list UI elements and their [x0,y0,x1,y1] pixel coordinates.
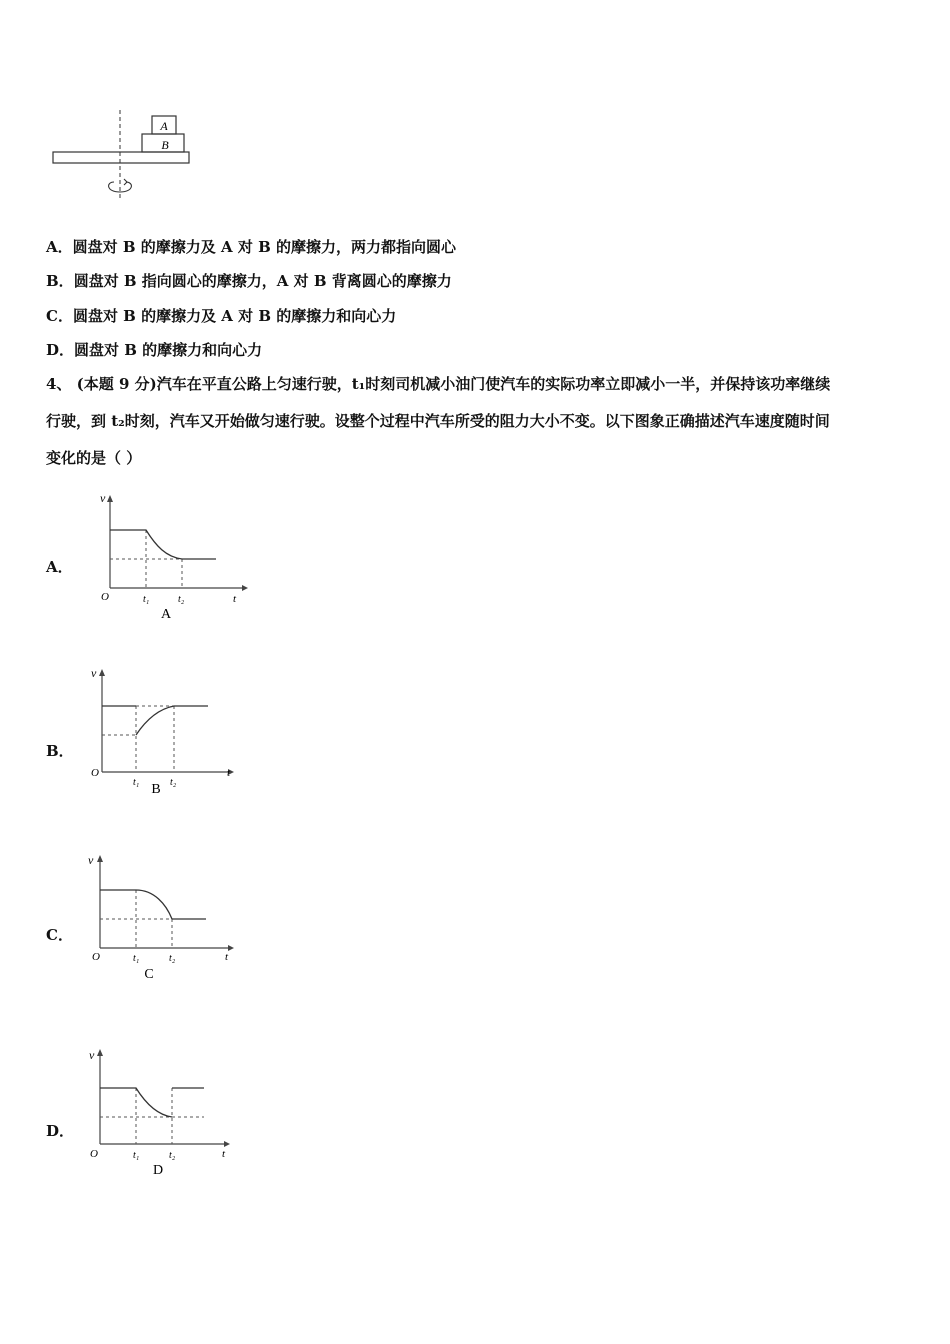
question-number: 4、 [46,375,72,393]
graph-caption: C [144,967,154,982]
y-axis-label: v [88,853,94,867]
y-arrow-icon [97,1049,103,1056]
velocity-curve [110,530,216,559]
question-line-1: 4、 (本题 9 分)汽车在平直公路上匀速行驶，t₁时刻司机减小油门使汽车的实际功率立即减小一半，并保持该功率继续 [46,375,831,393]
graph-c-label: C． [46,926,73,944]
graph-b [86,662,246,800]
t1-label: t₁ [133,777,140,788]
t2-label: t₂ [169,953,176,964]
graph-a-label: A． [46,558,73,576]
question-score: (本题 9 分) [76,375,157,393]
t2-label: t₂ [178,594,185,605]
y-axis-label: v [91,666,97,680]
t2-label: t₂ [170,777,177,788]
prev-option-c: C．圆盘对 B 的摩擦力及 A 对 B 的摩擦力和向心力 [46,307,397,325]
t1-label: t₁ [133,1150,140,1161]
x-axis-label: t [233,593,237,605]
question-line-3: 变化的是（ ） [46,449,142,467]
y-axis-label: v [100,491,106,505]
graph-caption: B [151,782,161,797]
velocity-curve [100,890,206,919]
velocity-curve [100,1088,204,1117]
graph-b-label: B． [46,742,74,760]
y-arrow-icon [97,855,103,862]
graph-d [86,1044,246,1178]
disk-figure [48,108,198,203]
x-arrow-icon [224,1141,230,1147]
block-a-label: A [160,119,168,133]
x-axis-label: t [222,1148,226,1160]
t1-label: t₁ [133,953,140,964]
t2-label: t₂ [169,1150,176,1161]
graph-c [86,850,246,984]
graph-caption: D [152,1163,164,1178]
x-arrow-icon [228,945,234,951]
disk-plate [53,152,189,163]
y-axis-label: v [89,1048,95,1062]
block-b-label: B [161,138,169,152]
origin-label: O [101,591,109,603]
graph-d-label: D． [46,1122,75,1140]
x-axis-label: t [225,951,229,963]
graph-a [94,490,254,622]
graph-caption: A [160,607,172,622]
origin-label: O [91,767,99,779]
t1-label: t₁ [143,594,150,605]
y-arrow-icon [107,495,113,502]
origin-label: O [92,951,100,963]
origin-label: O [90,1148,98,1160]
x-arrow-icon [242,585,248,591]
prev-option-a: A．圆盘对 B 的摩擦力及 A 对 B 的摩擦力，两力都指向圆心 [46,238,456,256]
x-axis-label: t [227,767,231,779]
prev-option-b: B．圆盘对 B 指向圆心的摩擦力，A 对 B 背离圆心的摩擦力 [46,272,452,290]
y-arrow-icon [99,669,105,676]
prev-option-d: D．圆盘对 B 的摩擦力和向心力 [46,341,263,359]
question-line-2: 行驶，到 t₂时刻，汽车又开始做匀速行驶。设整个过程中汽车所受的阻力大小不变。以下图象正确描述汽车速度随时间 [46,412,830,430]
velocity-curve [102,706,208,735]
